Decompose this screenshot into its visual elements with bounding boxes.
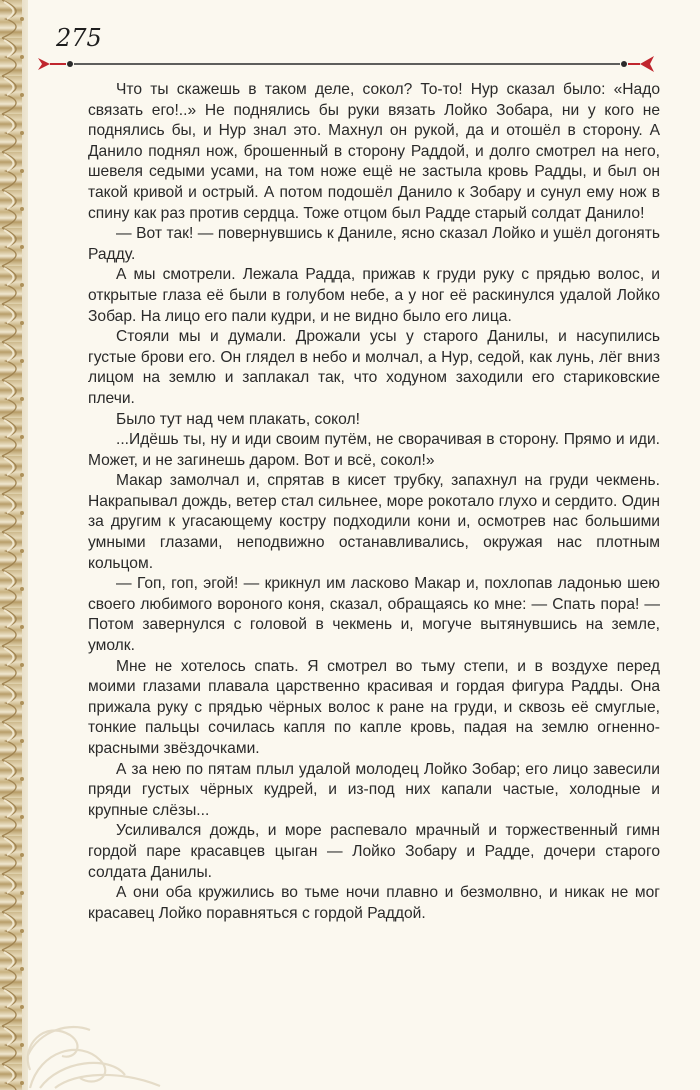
header-rule [28,52,688,76]
paragraph: Усиливался дождь, и море распевало мрачный и торжественный гимн гордой паре красавцев цыган — Лойко Зобару и Радде, дочери старого солдата Данилы. [88,822,660,881]
right-arrow-flourish-icon [621,56,654,72]
paragraph: А за нею по пятам плыл удалой молодец Лойко Зобар; его лицо завесили пряди густых чёрных кудрей, и из-под них капали частые, холодные и крупные слёзы... [88,760,660,819]
paragraph: Мне не хотелось спать. Я смотрел во тьму степи, и в воздухе перед моими глазами плавала царственно красивая и гордая фигура Радды. Она прижала руку с прядью чёрных волос к ране на груди, и сквозь её смуглые, тонкие пальцы сочилась капля по капле кровь, падая на землю огненно-красными звёздочками. [88,657,660,757]
paragraph: — Гоп, гоп, эгой! — крикнул им ласково Макар и, похлопав ладонью шею своего любимого вороного коня, сказал, обращаясь ко мне: — Спать пора! — Потом завернулся с головой в чекмень и, могуче вытянувшись на земле, умолк. [88,575,660,655]
decorative-border [0,0,28,1090]
paragraph: Что ты скажешь в таком деле, сокол? То-то! Нур сказал было: «Надо связать его!..» Не поднялись бы руки вязать Лойко Зобара, ни у кого не поднялись бы, и Нур знал это. Махнул он рукой, да и отошёл в сторону. А Данило поднял нож, брошенный в сторону Раддой, и долго смотрел на него, шевеля седыми усами, на том ноже ещё не застыла кровь Радды, и был он такой кривой и острый. А потом подошёл Данило к Зобару и сунул ему нож в спину как раз против сердца. Тоже отцом был Радде старый солдат Данило! [88,81,660,222]
paragraph: — Вот так! — повернувшись к Даниле, ясно сказал Лойко и ушёл догонять Радду. [88,225,660,263]
left-arrow-flourish-icon [38,58,73,70]
paragraph: Стояли мы и думали. Дрожали усы у старого Данилы, и насупились густые брови его. Он глядел в небо и молчал, а Нур, седой, как лунь, лёг вниз лицом на землю и заплакал так, что ходуном заходили его стариковские плечи. [88,328,660,407]
body-text [88,80,660,924]
page-number: 275 [56,24,102,52]
border-pattern-icon [0,0,28,1090]
paragraph: Макар замолчал и, спрятав в кисет трубку, запахнул на груди чекмень. Накрапывал дождь, ветер стал сильнее, море рокотало глухо и сердито. Один за другим к угасающему костру подходили кони и, осмотрев нас большими умными глазами, неподвижно останавливались, окружая нас плотным кольцом. [88,472,660,572]
paragraph: Было тут над чем плакать, сокол! [116,410,360,428]
paragraph: ...Идёшь ты, ну и иди своим путём, не сворачивая в сторону. Прямо и иди. Может, и не загинешь даром. Вот и всё, сокол!» [88,431,660,469]
paragraph: А мы смотрели. Лежала Радда, прижав к груди руку с прядью волос, и открытые глаза её были в голубом небе, а у ног её раскинулся удалой Лойко Зобар. На лицо его пали кудри, и не видно было его лица. [88,266,660,325]
swirl-ornament-icon [0,960,170,1090]
page-header [28,20,688,80]
paragraph: А они оба кружились во тьме ночи плавно и безмолвно, и никак не мог красавец Лойко поравняться с гордой Раддой. [88,884,660,922]
